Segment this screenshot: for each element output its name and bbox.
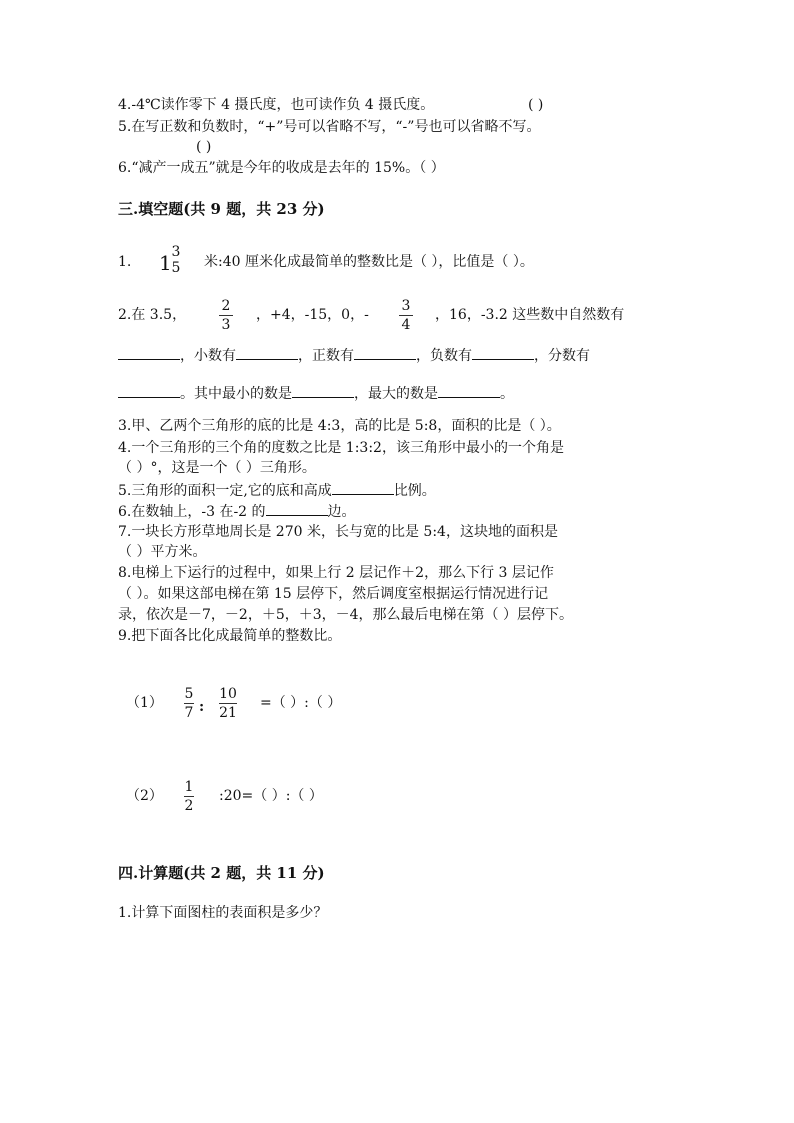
- question-2-5: 5.在写正数和负数时，“+”号可以省略不写，“-”号也可以省略不写。: [118, 119, 541, 135]
- question-3-7-line2: （ ）平方米。: [118, 544, 207, 560]
- question-3-4-line1: 4.一个三角形的三个角的度数之比是 1:3:2，该三角形中最小的一个角是: [118, 440, 564, 456]
- question-3-5: 5.三角形的面积一定,它的底和高成 比例。: [118, 480, 436, 501]
- answer-blank[interactable]: [438, 383, 500, 398]
- question-3-2-prefix: 2.在 3.5，: [118, 307, 187, 323]
- mixed-number-whole: 1: [159, 251, 172, 275]
- question-3-9-1-label: （1）: [126, 695, 163, 711]
- question-3-7-line1: 7.一块长方形草地周长是 270 米，长与宽的比是 5:4，这块地的面积是: [118, 524, 558, 540]
- answer-blank[interactable]: [354, 345, 416, 360]
- question-3-9-2-label: （2）: [126, 788, 163, 804]
- question-3-2-line2: ，小数有 ，正数有 ，负数有 ，分数有: [118, 345, 590, 366]
- fraction-three-quarters: 3 4: [399, 298, 413, 333]
- answer-blank[interactable]: [292, 383, 354, 398]
- question-2-6: 6.“减产一成五”就是今年的收成是去年的 15%。（ ）: [118, 160, 445, 176]
- question-3-8-line2: （ ）。如果这部电梯在第 15 层停下，然后调度室根据运行情况进行记: [118, 586, 549, 602]
- answer-paren: ( ): [528, 97, 544, 113]
- fraction-one-half: 1 2: [184, 779, 194, 814]
- question-3-2-suffix: ，16，-3.2 这些数中自然数有: [435, 307, 625, 323]
- answer-blank[interactable]: [118, 383, 180, 398]
- answer-blank[interactable]: [332, 480, 394, 495]
- question-4-1: 1.计算下面图柱的表面积是多少？: [118, 905, 328, 921]
- question-3-2-line3: 。其中最小的数是 ，最大的数是 。: [118, 383, 514, 404]
- question-3-9-1-text: =（ ）:（ ）: [260, 695, 342, 711]
- question-3-6: 6.在数轴上，-3 在-2 的 边。: [118, 501, 356, 522]
- answer-paren: ( ): [196, 139, 212, 155]
- fraction-ten-twentyfirsts: 10 21: [219, 686, 237, 721]
- answer-blank[interactable]: [266, 501, 328, 516]
- question-3-2-middle: ，+4，-15，0，-: [256, 307, 369, 323]
- question-3-1-number: 1.: [118, 254, 132, 270]
- fraction-five-sevenths: 5 7: [184, 686, 194, 721]
- question-3-4-line2: （ ）°，这是一个（ ）三角形。: [118, 460, 316, 476]
- ratio-colon: :: [199, 699, 205, 715]
- question-3-9: 9.把下面各比化成最简单的整数比。: [118, 628, 342, 644]
- question-2-4: [118, 95, 434, 115]
- section-4-title: 四.计算题(共 2 题，共 11 分): [118, 864, 325, 882]
- question-3-3: 3.甲、乙两个三角形的底的比是 4:3，高的比是 5:8，面积的比是（ ）。: [118, 418, 561, 434]
- question-3-9-2-text: :20=（ ）:（ ）: [219, 788, 323, 804]
- answer-blank[interactable]: [236, 345, 298, 360]
- question-3-8-line1: 8.电梯上下运行的过程中，如果上行 2 层记作＋2，那么下行 3 层记作: [118, 565, 554, 581]
- section-3-title: 三.填空题(共 9 题，共 23 分): [118, 200, 325, 218]
- question-text: 4.-4℃读作零下 4 摄氏度，也可读作负 4 摄氏度。: [118, 97, 435, 113]
- fraction-two-thirds: 2 3: [219, 298, 233, 333]
- fraction-three-fifths: 3 5: [171, 244, 181, 276]
- answer-blank[interactable]: [118, 345, 180, 360]
- question-3-1-text: 米:40 厘米化成最简单的整数比是（ ），比值是（ ）。: [204, 254, 534, 270]
- answer-blank[interactable]: [472, 345, 534, 360]
- question-3-8-line3: 录，依次是－7，－2，＋5，＋3，－4，那么最后电梯在第（ ）层停下。: [118, 607, 573, 623]
